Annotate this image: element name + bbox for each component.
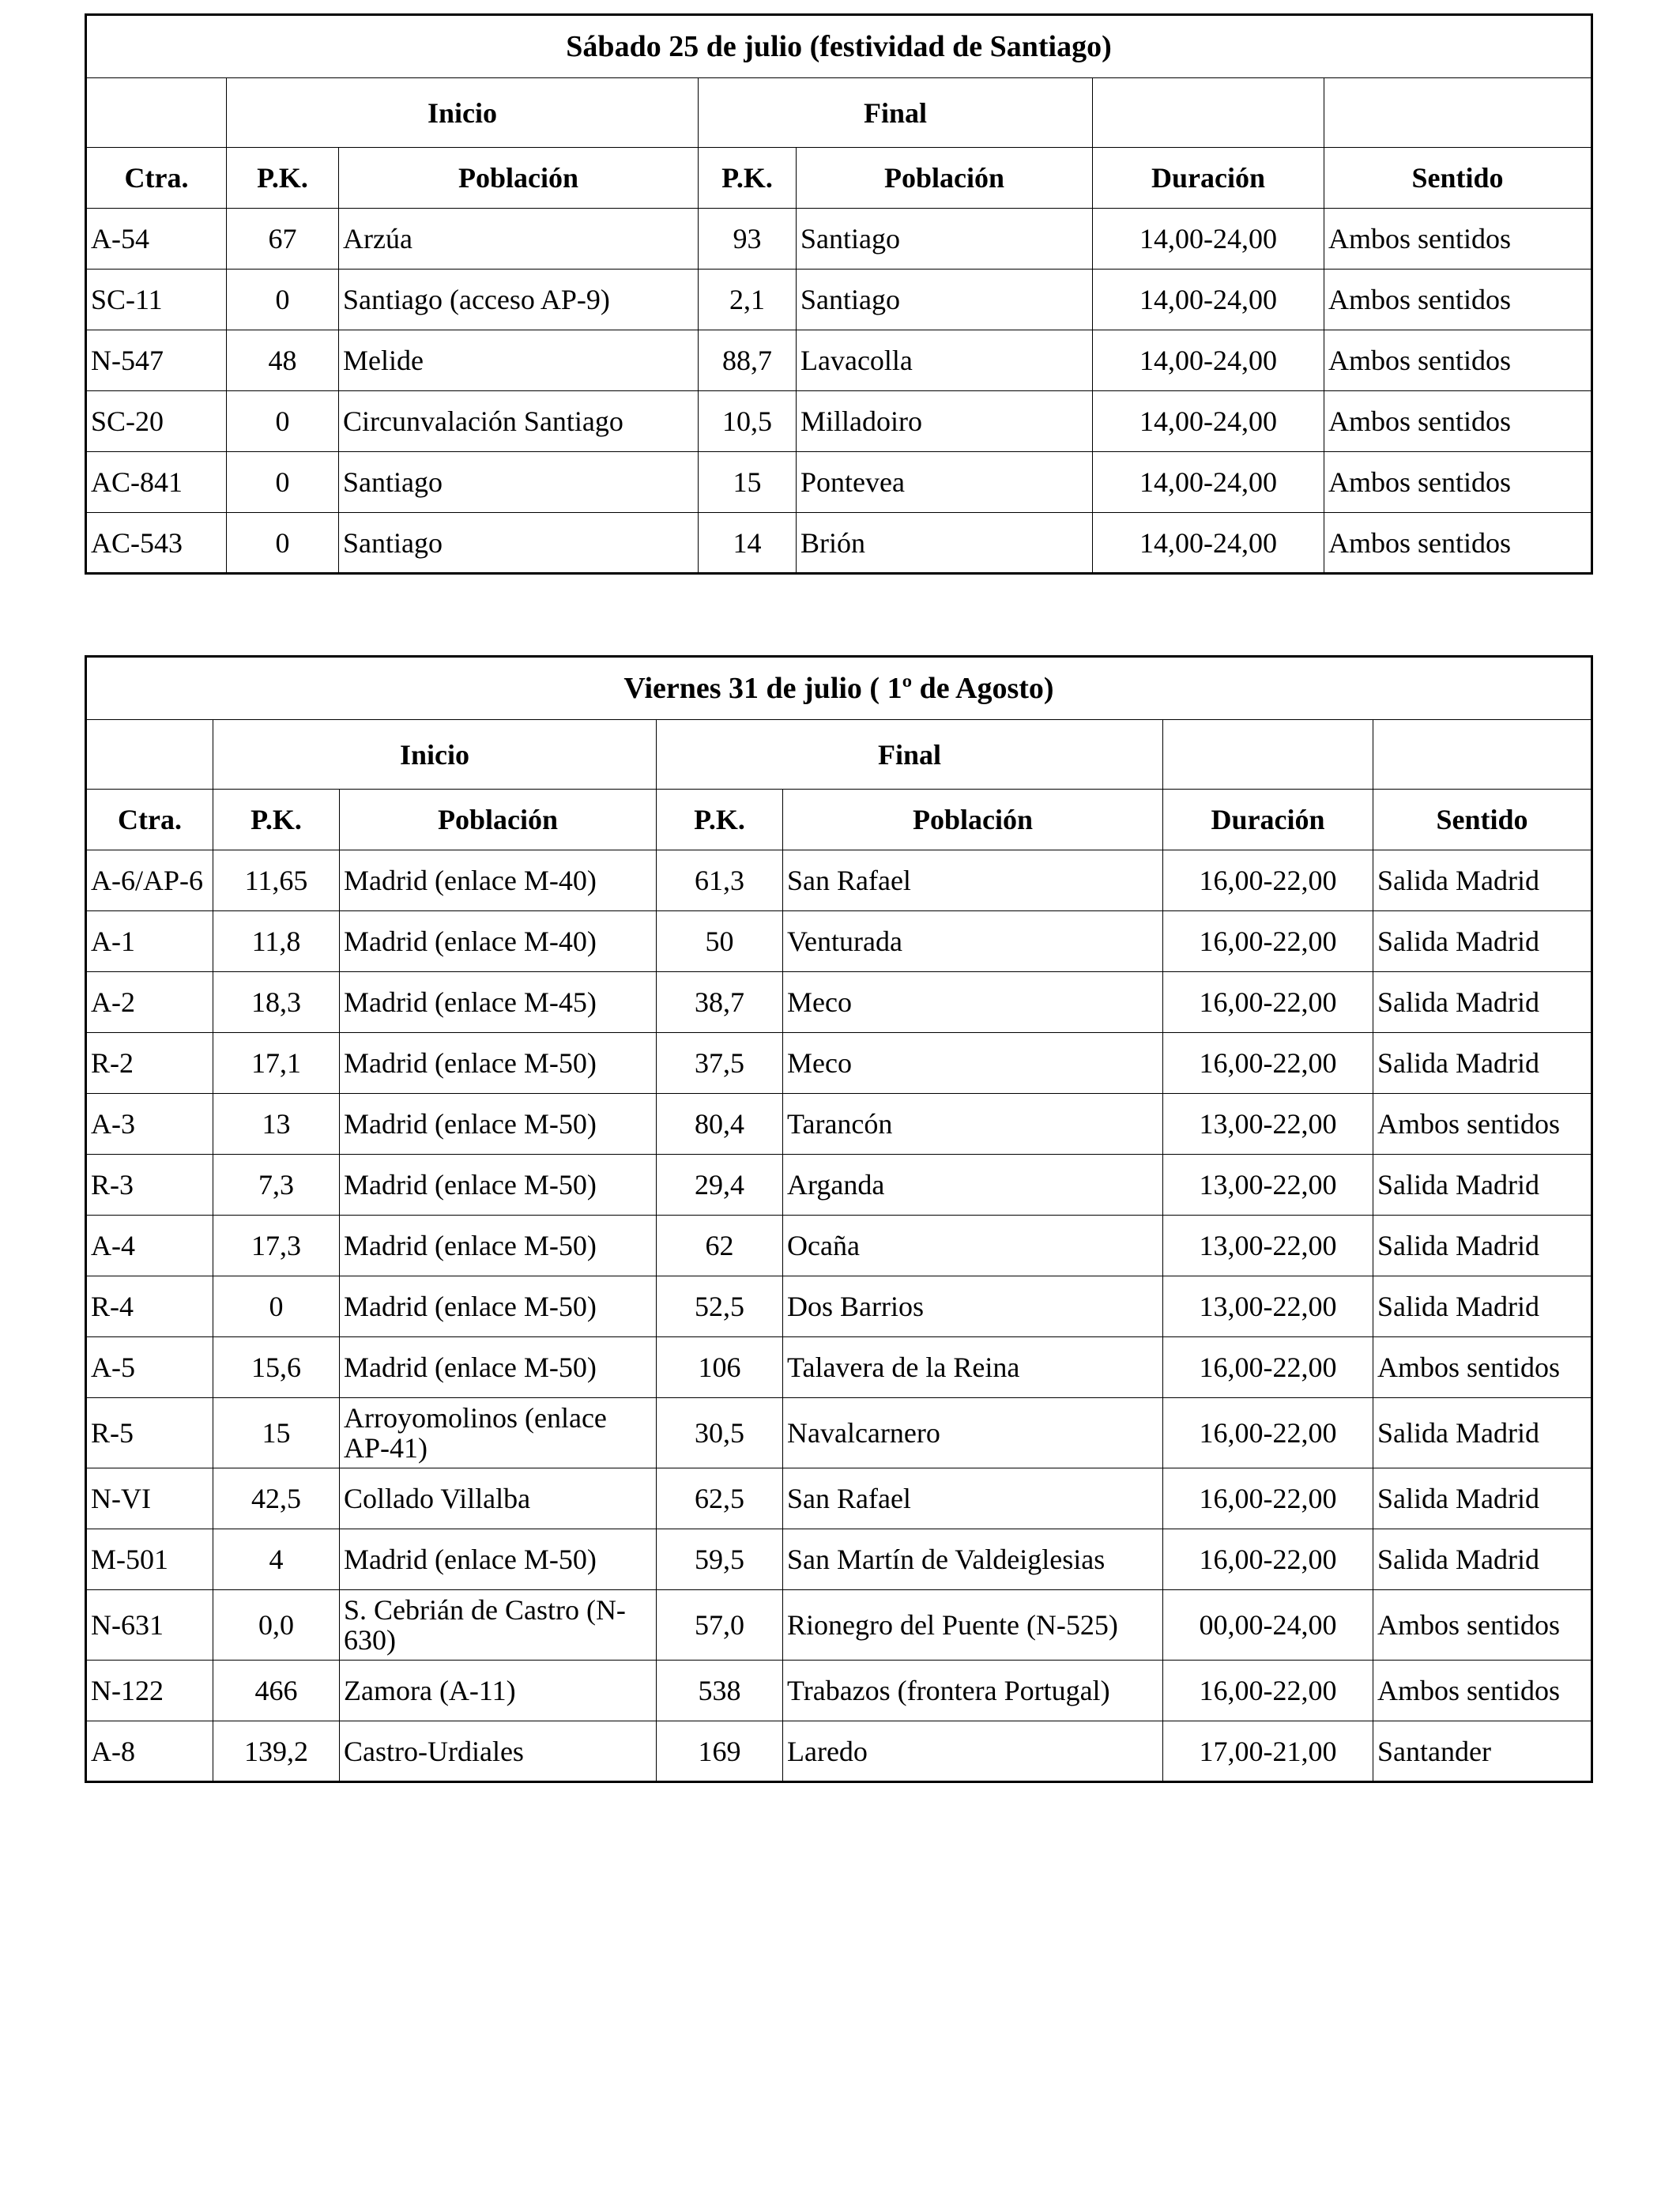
cell-pk-end: 15	[699, 452, 797, 513]
cell-town-start: Santiago	[339, 513, 699, 574]
table-body	[86, 15, 1592, 574]
cell-direction: Ambos sentidos	[1373, 1094, 1592, 1155]
cell-town-end: San Martín de Valdeiglesias	[783, 1529, 1163, 1590]
cell-pk-start: 17,3	[213, 1216, 340, 1276]
cell-town-end: Pontevea	[797, 452, 1093, 513]
cell-direction: Ambos sentidos	[1324, 391, 1592, 452]
cell-town-end: Navalcarnero	[783, 1398, 1163, 1468]
cell-direction: Salida Madrid	[1373, 850, 1592, 911]
cell-direction: Ambos sentidos	[1324, 513, 1592, 574]
cell-direction: Salida Madrid	[1373, 1033, 1592, 1094]
cell-pk-start: 42,5	[213, 1468, 340, 1529]
cell-pk-end: 62	[657, 1216, 783, 1276]
table-row	[86, 1468, 1592, 1529]
cell-direction: Salida Madrid	[1373, 1398, 1592, 1468]
cell-direction: Santander	[1373, 1721, 1592, 1782]
cell-town-start: Madrid (enlace M-40)	[340, 911, 657, 972]
cell-road: N-122	[86, 1661, 213, 1721]
table-row	[86, 270, 1592, 330]
cell-direction: Salida Madrid	[1373, 1529, 1592, 1590]
cell-town-start: Madrid (enlace M-50)	[340, 1094, 657, 1155]
cell-pk-start: 18,3	[213, 972, 340, 1033]
table-title: Viernes 31 de julio ( 1º de Agosto)	[86, 657, 1592, 720]
column-header-row	[86, 790, 1592, 850]
table-row	[86, 391, 1592, 452]
cell-town-end: Meco	[783, 972, 1163, 1033]
cell-pk-end: 106	[657, 1337, 783, 1398]
cell-pk-end: 538	[657, 1661, 783, 1721]
cell-duration: 14,00-24,00	[1093, 330, 1324, 391]
table-row	[86, 850, 1592, 911]
cell-pk-start: 15,6	[213, 1337, 340, 1398]
cell-duration: 16,00-22,00	[1163, 1033, 1373, 1094]
cell-pk-end: 38,7	[657, 972, 783, 1033]
table-row	[86, 1529, 1592, 1590]
cell-road: R-5	[86, 1398, 213, 1468]
cell-direction: Ambos sentidos	[1373, 1590, 1592, 1661]
column-header: Duración	[1093, 148, 1324, 209]
cell-pk-start: 4	[213, 1529, 340, 1590]
cell-road: A-54	[86, 209, 227, 270]
cell-pk-end: 93	[699, 209, 797, 270]
cell-pk-start: 15	[213, 1398, 340, 1468]
cell-town-end: Ocaña	[783, 1216, 1163, 1276]
cell-road: SC-20	[86, 391, 227, 452]
cell-pk-start: 13	[213, 1094, 340, 1155]
cell-road: AC-841	[86, 452, 227, 513]
cell-road: M-501	[86, 1529, 213, 1590]
cell-pk-end: 59,5	[657, 1529, 783, 1590]
cell-town-start: Madrid (enlace M-50)	[340, 1529, 657, 1590]
group-header-empty	[1163, 720, 1373, 790]
column-header: Sentido	[1324, 148, 1592, 209]
cell-pk-start: 0	[213, 1276, 340, 1337]
cell-duration: 13,00-22,00	[1163, 1094, 1373, 1155]
cell-pk-start: 466	[213, 1661, 340, 1721]
cell-town-end: Lavacolla	[797, 330, 1093, 391]
column-header-row	[86, 148, 1592, 209]
closure-table-santiago	[85, 13, 1593, 575]
group-header-inicio: Inicio	[213, 720, 657, 790]
cell-direction: Salida Madrid	[1373, 1155, 1592, 1216]
group-header-final: Final	[657, 720, 1163, 790]
cell-road: AC-543	[86, 513, 227, 574]
cell-town-end: Meco	[783, 1033, 1163, 1094]
table-row	[86, 1590, 1592, 1661]
cell-duration: 16,00-22,00	[1163, 1398, 1373, 1468]
cell-road: A-1	[86, 911, 213, 972]
column-header: Población	[797, 148, 1093, 209]
cell-town-start: Madrid (enlace M-50)	[340, 1155, 657, 1216]
column-header: Sentido	[1373, 790, 1592, 850]
cell-pk-start: 67	[227, 209, 339, 270]
cell-duration: 13,00-22,00	[1163, 1276, 1373, 1337]
cell-direction: Salida Madrid	[1373, 972, 1592, 1033]
cell-duration: 00,00-24,00	[1163, 1590, 1373, 1661]
cell-road: R-2	[86, 1033, 213, 1094]
cell-road: A-5	[86, 1337, 213, 1398]
cell-direction: Ambos sentidos	[1373, 1337, 1592, 1398]
group-header-empty	[86, 78, 227, 148]
cell-duration: 16,00-22,00	[1163, 1337, 1373, 1398]
cell-duration: 16,00-22,00	[1163, 972, 1373, 1033]
cell-duration: 14,00-24,00	[1093, 452, 1324, 513]
cell-town-start: Collado Villalba	[340, 1468, 657, 1529]
cell-town-end: Trabazos (frontera Portugal)	[783, 1661, 1163, 1721]
cell-pk-end: 57,0	[657, 1590, 783, 1661]
cell-pk-end: 37,5	[657, 1033, 783, 1094]
cell-town-end: Milladoiro	[797, 391, 1093, 452]
cell-town-end: Santiago	[797, 209, 1093, 270]
table-row	[86, 209, 1592, 270]
cell-pk-end: 2,1	[699, 270, 797, 330]
table-title-row	[86, 657, 1592, 720]
cell-road: N-631	[86, 1590, 213, 1661]
cell-road: A-4	[86, 1216, 213, 1276]
cell-town-end: Santiago	[797, 270, 1093, 330]
group-header-empty	[86, 720, 213, 790]
cell-duration: 16,00-22,00	[1163, 1661, 1373, 1721]
cell-duration: 16,00-22,00	[1163, 1468, 1373, 1529]
cell-town-start: S. Cebrián de Castro (N-630)	[340, 1590, 657, 1661]
cell-pk-start: 0	[227, 452, 339, 513]
cell-town-end: Talavera de la Reina	[783, 1337, 1163, 1398]
table-row	[86, 1721, 1592, 1782]
cell-direction: Salida Madrid	[1373, 1216, 1592, 1276]
cell-road: N-547	[86, 330, 227, 391]
cell-town-start: Madrid (enlace M-50)	[340, 1337, 657, 1398]
table-row	[86, 1216, 1592, 1276]
cell-town-start: Madrid (enlace M-50)	[340, 1276, 657, 1337]
cell-pk-end: 169	[657, 1721, 783, 1782]
cell-pk-end: 52,5	[657, 1276, 783, 1337]
cell-town-end: Arganda	[783, 1155, 1163, 1216]
cell-town-start: Castro-Urdiales	[340, 1721, 657, 1782]
column-header: Población	[339, 148, 699, 209]
cell-pk-start: 7,3	[213, 1155, 340, 1216]
cell-town-start: Arzúa	[339, 209, 699, 270]
table-row	[86, 1661, 1592, 1721]
cell-town-start: Madrid (enlace M-45)	[340, 972, 657, 1033]
cell-pk-end: 14	[699, 513, 797, 574]
cell-pk-end: 50	[657, 911, 783, 972]
cell-town-end: San Rafael	[783, 1468, 1163, 1529]
column-header: P.K.	[213, 790, 340, 850]
cell-duration: 14,00-24,00	[1093, 513, 1324, 574]
column-header: Duración	[1163, 790, 1373, 850]
column-header: P.K.	[657, 790, 783, 850]
group-header-empty	[1093, 78, 1324, 148]
table-row	[86, 911, 1592, 972]
cell-pk-end: 62,5	[657, 1468, 783, 1529]
column-header: Ctra.	[86, 148, 227, 209]
cell-town-end: Brión	[797, 513, 1093, 574]
cell-duration: 13,00-22,00	[1163, 1155, 1373, 1216]
cell-town-start: Madrid (enlace M-40)	[340, 850, 657, 911]
cell-town-start: Circunvalación Santiago	[339, 391, 699, 452]
cell-pk-end: 10,5	[699, 391, 797, 452]
cell-direction: Salida Madrid	[1373, 911, 1592, 972]
cell-town-end: Venturada	[783, 911, 1163, 972]
table-row	[86, 513, 1592, 574]
closure-table-agosto	[85, 655, 1593, 1783]
group-header-empty	[1373, 720, 1592, 790]
cell-road: A-3	[86, 1094, 213, 1155]
cell-road: A-2	[86, 972, 213, 1033]
cell-town-end: Tarancón	[783, 1094, 1163, 1155]
cell-pk-start: 11,65	[213, 850, 340, 911]
cell-direction: Salida Madrid	[1373, 1276, 1592, 1337]
group-header-inicio: Inicio	[227, 78, 699, 148]
cell-direction: Ambos sentidos	[1324, 330, 1592, 391]
cell-duration: 16,00-22,00	[1163, 1529, 1373, 1590]
cell-town-start: Melide	[339, 330, 699, 391]
cell-town-end: Rionegro del Puente (N-525)	[783, 1590, 1163, 1661]
cell-direction: Ambos sentidos	[1324, 270, 1592, 330]
cell-pk-start: 0	[227, 270, 339, 330]
cell-direction: Ambos sentidos	[1324, 209, 1592, 270]
cell-pk-start: 48	[227, 330, 339, 391]
cell-pk-start: 0	[227, 513, 339, 574]
cell-duration: 16,00-22,00	[1163, 911, 1373, 972]
column-header: Población	[340, 790, 657, 850]
group-header-final: Final	[699, 78, 1093, 148]
column-header: Ctra.	[86, 790, 213, 850]
cell-duration: 17,00-21,00	[1163, 1721, 1373, 1782]
table-row	[86, 1276, 1592, 1337]
cell-duration: 14,00-24,00	[1093, 391, 1324, 452]
table-row	[86, 1337, 1592, 1398]
cell-town-start: Santiago (acceso AP-9)	[339, 270, 699, 330]
cell-pk-end: 29,4	[657, 1155, 783, 1216]
group-header-row	[86, 720, 1592, 790]
table-row	[86, 1398, 1592, 1468]
cell-town-start: Madrid (enlace M-50)	[340, 1033, 657, 1094]
cell-pk-end: 30,5	[657, 1398, 783, 1468]
cell-duration: 13,00-22,00	[1163, 1216, 1373, 1276]
cell-direction: Salida Madrid	[1373, 1468, 1592, 1529]
table-row	[86, 1094, 1592, 1155]
table-body	[86, 657, 1592, 1782]
column-header: P.K.	[227, 148, 339, 209]
table-row	[86, 1155, 1592, 1216]
table-row	[86, 452, 1592, 513]
cell-pk-start: 0,0	[213, 1590, 340, 1661]
cell-town-end: Dos Barrios	[783, 1276, 1163, 1337]
cell-pk-start: 11,8	[213, 911, 340, 972]
table-title: Sábado 25 de julio (festividad de Santiago)	[86, 15, 1592, 78]
cell-direction: Ambos sentidos	[1373, 1661, 1592, 1721]
cell-duration: 14,00-24,00	[1093, 209, 1324, 270]
cell-road: A-6/AP-6	[86, 850, 213, 911]
table-title-row	[86, 15, 1592, 78]
cell-pk-end: 61,3	[657, 850, 783, 911]
cell-pk-start: 139,2	[213, 1721, 340, 1782]
cell-town-start: Zamora (A-11)	[340, 1661, 657, 1721]
cell-road: R-3	[86, 1155, 213, 1216]
cell-pk-start: 17,1	[213, 1033, 340, 1094]
table-row	[86, 1033, 1592, 1094]
cell-road: A-8	[86, 1721, 213, 1782]
column-header: P.K.	[699, 148, 797, 209]
cell-town-end: Laredo	[783, 1721, 1163, 1782]
cell-pk-end: 80,4	[657, 1094, 783, 1155]
cell-road: R-4	[86, 1276, 213, 1337]
cell-duration: 14,00-24,00	[1093, 270, 1324, 330]
cell-town-start: Arroyomolinos (enlace AP-41)	[340, 1398, 657, 1468]
cell-town-start: Santiago	[339, 452, 699, 513]
cell-road: N-VI	[86, 1468, 213, 1529]
cell-pk-end: 88,7	[699, 330, 797, 391]
column-header: Población	[783, 790, 1163, 850]
table-row	[86, 330, 1592, 391]
table-row	[86, 972, 1592, 1033]
cell-road: SC-11	[86, 270, 227, 330]
cell-town-end: San Rafael	[783, 850, 1163, 911]
cell-pk-start: 0	[227, 391, 339, 452]
group-header-row	[86, 78, 1592, 148]
group-header-empty	[1324, 78, 1592, 148]
cell-direction: Ambos sentidos	[1324, 452, 1592, 513]
cell-duration: 16,00-22,00	[1163, 850, 1373, 911]
cell-town-start: Madrid (enlace M-50)	[340, 1216, 657, 1276]
